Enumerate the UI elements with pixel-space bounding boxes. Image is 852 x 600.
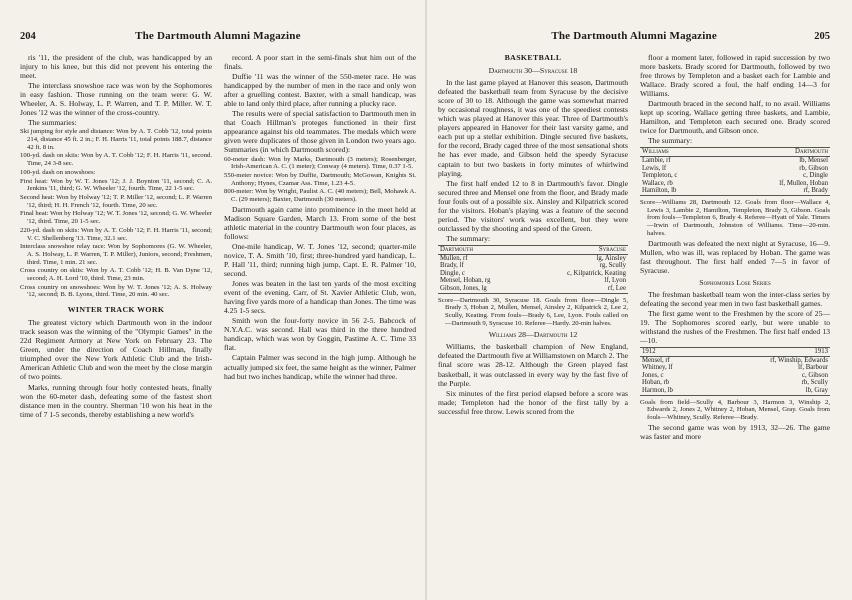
paragraph: Dartmouth was defeated the next night at Syracuse, 16—9. Mullen, who was ill, was replaced by Hoban. The game was fast throughout. The first half ended 7—5 in favor of Syracuse. (640, 238, 830, 275)
table-cell: Brady, lf (440, 262, 464, 270)
table-cell: lb, Gray (713, 387, 830, 395)
game-title-williams: Williams 28—Dartmouth 12 (488, 330, 578, 340)
right-page-number: 205 (814, 31, 830, 42)
paragraph: Jones was beaten in the last ten yards of the most exciting event of the evening. Carr, of St. Xavier Athletic Club, won, having five yards more of a handicap than Jones. The time was 4.25 1-5 secs. (224, 279, 416, 316)
summary-entry: Ski jumping for style and distance: Won by A. T. Cobb '12, total points 214, distance 45 ft. 2 in.; F. H. Harris '11, total points 188.7, distance 42 ft. 8 in. (20, 128, 212, 151)
table-row (640, 379, 830, 387)
table-row (438, 285, 628, 293)
paragraph: The results were of special satisfaction to Dartmouth men in that Coach Hillman's proteges functioned in their first appearance against his old teammates. The medals which were given were duplicates of those given in London two years ago. Summaries (in which Dartmouth scored): (224, 109, 416, 155)
summary-entry: 100-yd. dash on skiis: Won by A. T. Cobb '12; F. H. Harris '11, second. Time, 24 3-8 sec. (20, 152, 212, 168)
table-cell: Templeton, c (642, 172, 678, 180)
table-cell: lf, Mullen, Hoban (779, 179, 828, 187)
table-header-cell: 1913 (713, 348, 830, 357)
table-cell (718, 165, 726, 173)
right-column-2 (640, 53, 830, 442)
table-cell (718, 157, 726, 165)
section-title-basketball: BASKETBALL (504, 53, 562, 62)
paragraph: The greatest victory which Dartmouth won in the indoor track season was the winning of the "Olympic Games" in the 22d Regiment Armory at New York on February 23. The Green, under the direction of Coach Hillman, finally triumphed over the New York Athletic Club and the Irish-American Athletic Club and won the meet by the close margin of two points. (20, 318, 212, 382)
paragraph: In the last game played at Hanover this season, Dartmouth defeated the basketball team from Syracuse by the decisive score of 30 to 18. Although the game was somewhat marred by occasional roughness, it was one of the speediest contests which was played at Hanover this year. Three of Dartmouth's players appeared in Hanover for their last varsity game, and each put up a stellar exhibition. Dingle secured five baskets, for the record, Brady caged three of the most sensational shots he has ever made, and Gibson held the speedy Syracuse captain to but two baskets in forty minutes of whirlwind playing. (438, 78, 628, 178)
table-header-row (640, 148, 830, 157)
table-cell: Lambie, rf (642, 157, 671, 165)
summary-entry: 100-yd. dash on snowshoes: (20, 168, 96, 176)
table-cell: c, Gibson (801, 371, 828, 379)
table-header-cell: Dartmouth (438, 245, 523, 254)
right-column-1 (438, 53, 628, 442)
table-cell: rf, Winship, Edwards (770, 356, 828, 364)
table-cell: Lewis, lf (642, 164, 667, 172)
left-column-1 (20, 53, 212, 420)
closing-paragraph: The second game was won by 1913, 32—26. The game was faster and more (640, 422, 830, 441)
table-row (438, 254, 628, 262)
paragraph: Dartmouth again came into prominence in the meet held at Madison Square Garden, March 13. From some of the best athletic material in the country Dartmouth won four places, as follows: (224, 204, 416, 241)
left-page-number: 204 (20, 31, 36, 42)
left-running-title: The Dartmouth Alumni Magazine (135, 30, 301, 42)
table-cell (706, 364, 714, 372)
paragraph: Marks, running through four hotly contested heats, finally won the 60-meter dash, defeating some of the fastest short distance men in the country. Sherman '10 won his heat in the time of 7 1-5 seconds, thereby establishing a new world's (20, 382, 212, 419)
table-row (640, 364, 830, 372)
table-header-cell: Dartmouth (726, 148, 830, 157)
table-row (640, 180, 830, 188)
table-cell: lb, Mensel (799, 157, 828, 165)
table-header-cell (718, 148, 726, 157)
table-header-cell (706, 348, 714, 357)
left-page-header (20, 30, 416, 45)
table-cell (718, 172, 726, 180)
table-header-cell: Williams (640, 148, 718, 157)
table-cell: lg, Ainsley (596, 254, 626, 262)
paragraph: The freshman basketball team won the inter-class series by defeating the second year men in two fast basketball games. (640, 289, 830, 308)
summary-entry: 220-yd. dash on skiis: Won by A. T. Cobb '12; F. H. Harris '11, second; V. C. Shellenberg '13. Time, 32.1 sec. (20, 226, 212, 242)
paragraph: The summary: (648, 136, 693, 146)
summary-entry: Second heat: Won by Holway '12; T. P. Miller '12, second; L. P. Warren '12, third; H. H. French '12, fourth. Time, 20 sec. (20, 194, 212, 209)
summary-entry: 550-meter novice: Won by Duffie, Dartmouth; McGowan, Knights St. Anthony; Hynes, Czamar Ass. Time, 1.23 4-5. (224, 171, 416, 187)
table-cell: Whitney, lf (642, 364, 673, 372)
score-summary-syracuse: Score—Dartmouth 30, Syracuse 18. Goals from floor—Dingle 5, Brady 3, Hoban 2, Mullen, Mensel, Ainsley 2, Kilpatrick 2, Lee 2, Scully, Keating. From fouls—Brady 6, Lee, Lyon. Fouls called on—Dartmouth 9, Syracuse 10. Referee—Hardy. 20-min halves. (438, 296, 628, 327)
summary-entry: Cross country on snowshoes: Won by W. T. Jones '12; A. S. Holway '12, second; B. B. Lyons, third. Time, 20 min. 40 sec. (20, 283, 212, 299)
table-cell (706, 356, 714, 364)
table-cell: Gibson, Jones, lg (438, 285, 523, 293)
score-summary-williams: Score—Williams 28, Dartmouth 12. Goals from floor—Wallace 4, Lewis 3, Lambie 2, Hamilton, Templeton, Brady 3, Gibson. Goals from fouls—Templeton 6, Brady 4. Referee—Hyatt of Yale. Timers—Irwin of Dartmouth, Johnston of Williams. Time—20-min. halves. (640, 199, 830, 237)
paragraph: Duffie '11 was the winner of the 550-meter race. He was handicapped by the number of men in the race and only won after a gruelling contest. Baxter, with a small handicap, was able to land only third place, after running a plucky race. (224, 72, 416, 109)
summary-entry: Final heat: Won by Holway '12; W. T. Jones '12, second; G. W. Wheeler '12, third. Time, 20 1-5 sec. (20, 210, 212, 226)
table-cell (706, 379, 714, 387)
summary-table-williams (640, 147, 830, 196)
paragraph: Six minutes of the first period elapsed before a score was made; Templeton had the honor of the first tally by a successful free throw. Lewis scored from the (438, 388, 628, 416)
table-row (640, 387, 830, 395)
paragraph: record. A poor start in the semi-finals shut him out of the finals. (224, 53, 416, 72)
table-cell: Mensel, rf (642, 356, 670, 364)
table-cell: Jones, c (642, 371, 664, 379)
paragraph: The summaries: (28, 118, 77, 128)
paragraph: One-mile handicap, W. T. Jones '12, second; quarter-mile novice, T. A. Smith '10, first; three-hundred yard handicap, L. P. Hall '11, third; running high jump, Capt. E. R. Palmer '10, second. (224, 241, 416, 279)
paragraph: The summary: (446, 233, 491, 243)
summary-entry: First heat: Won by W. T. Jones '12; J. J. Boynton '11, second; C. A. Jenkins '11, third; G. W. Wheeler '12, fourth. Time, 22 1-5 sec. (20, 177, 212, 193)
table-cell: rb, Gibson (799, 164, 828, 172)
summary-entry: Interclass snowshoe relay race: Won by Sophomores (G. W. Wheeler, A. S. Holway, L. P. Warren, T. P. Miller), Juniors, second; Freshmen, third. Time, 1 min. 21 sec. (20, 243, 212, 266)
summary-entry: 800-meter: Won by Wright, Paulist A. C. (40 meters); Bell, Mohawk A. C. (29 meters); Baxter, Dartmouth (30 meters). (224, 188, 416, 204)
table-cell: Mullen, rf (440, 254, 468, 262)
table-cell: lf, Barbour (798, 364, 828, 372)
table-cell: rf, Lee (530, 285, 628, 293)
paragraph: Smith won the four-forty novice in 56 2-5. Babcock of N.Y.A.C. was second. Hall was third in the three hundred handicap, which was won by Goggin, Pastime A. C. Time 33 flat. (224, 316, 416, 353)
table-cell: Dingle, c (440, 269, 465, 277)
table-header-cell: Syracuse (530, 245, 628, 254)
right-running-title: The Dartmouth Alumni Magazine (551, 30, 717, 42)
table-row (438, 277, 628, 285)
table-cell: rg, Scully (599, 262, 626, 270)
table-header-cell: 1912 (640, 348, 706, 357)
score-summary-class-game: Goals from field—Scully 4, Barbour 3, Harmon 3, Winship 2, Edwards 2, Jones 2, Whitney 2, Hoban, Mensel, Gray. Goals from fouls—Whitney, Scully. Referee—Brady. (640, 398, 830, 422)
table-row (640, 372, 830, 380)
section-title-sophomores: Sophomores Lose Series (699, 277, 771, 287)
table-cell: Harmon, lb (640, 387, 706, 395)
paragraph: The first half ended 12 to 8 in Dartmouth's favor. Dingle secured three and Mensel one from the floor, and Brady made four fouls out of a possible six. Ainsley and Kilpatrick scored for the visitors. Hoban's playing was a feature of the second period. The visitors' work was excellent, but they were outclassed by the shooting and speed of the Green. (438, 178, 628, 233)
table-cell: Mensel, Hoban, rg (440, 277, 491, 285)
table-row (640, 165, 830, 173)
table-cell (706, 372, 714, 380)
paragraph: Williams, the basketball champion of New England, defeated the Dartmouth five at Williamstown on March 2. The final score was 28-12. Although the Green played fast basketball, it was outclassed in every way by the fast five of the Purple. (438, 342, 628, 388)
table-row (640, 157, 830, 165)
table-row (640, 187, 830, 195)
table-row (640, 172, 830, 180)
summary-table-syracuse (438, 245, 628, 294)
table-cell: Wallace, rb (642, 179, 673, 187)
table-cell (706, 387, 714, 395)
table-row (640, 356, 830, 364)
table-header-row (640, 348, 830, 357)
paragraph: The first game went to the Freshmen by the score of 25—19. The Sophomores scored early, but were unable to withstand the rushes of the Freshmen. The first half ended 13—10. (640, 308, 830, 346)
section-title-winter-track: WINTER TRACK WORK (67, 305, 165, 315)
game-title-syracuse: Dartmouth 30—Syracuse 18 (488, 66, 578, 76)
left-column-2 (224, 53, 416, 420)
table-cell: c, Kilpatrick, Keating (567, 269, 626, 277)
table-cell: rb, Scully (801, 379, 828, 387)
paragraph: The interclass snowshoe race was won by the Sophomores in easy fashion. Those running on the team were: G. W. Wheeler, A. S. Holway, L. P. Warren, and T. P. Miller. W. T. Jones '12 was the winner of the cross-country. (20, 81, 212, 118)
table-header-row (438, 245, 628, 254)
paragraph: floor a moment later, followed in rapid succession by two more baskets. Brady scored for Dartmouth, followed by two free throws by Templeton and a basket each for Lambie and Wallace. Brady scored a foul, the half ending 14—3 for Williams. (640, 53, 830, 99)
paragraph: ris '11, the president of the club, was handicapped by an injury to his knee, but this did not prevent his entering the meet. (20, 53, 212, 81)
table-row (438, 270, 628, 278)
table-cell: lf, Lyon (604, 277, 626, 285)
paragraph: Dartmouth braced in the second half, to no avail. Williams kept up scoring, Wallace getting three baskets, and Lambie, Hamilton, and Templeton each secured one. Brady scored twice for Dartmouth, and Gibson once. (640, 99, 830, 136)
summary-entry: Cross country on skiis: Won by A. T. Cobb '12; H. B. Van Dyne '12, second; A. H. Lord '10, third. Time, 23 min. (20, 267, 212, 283)
right-page (426, 0, 852, 600)
summary-entry: 60-meter dash: Won by Marks, Dartmouth (3 meters); Rosenberger, Irish-American A. C. (1 meter); Conway (4 meters). Time, 0.37 1-5. (224, 155, 416, 171)
table-cell (718, 187, 726, 195)
table-cell: c, Dingle (803, 172, 828, 180)
summary-table-1912-1913 (640, 347, 830, 396)
table-row (438, 262, 628, 270)
table-cell: Hoban, rb (642, 379, 670, 387)
right-page-header (438, 30, 830, 45)
paragraph: Captain Palmer was second in the high jump. Although he actually jumped six feet, the same height as the winner, Palmer had but two inches handicap, while the winner had three. (224, 353, 416, 381)
table-cell (718, 180, 726, 188)
table-cell: rf, Brady (726, 187, 830, 195)
table-cell: Hamilton, lb (640, 187, 718, 195)
